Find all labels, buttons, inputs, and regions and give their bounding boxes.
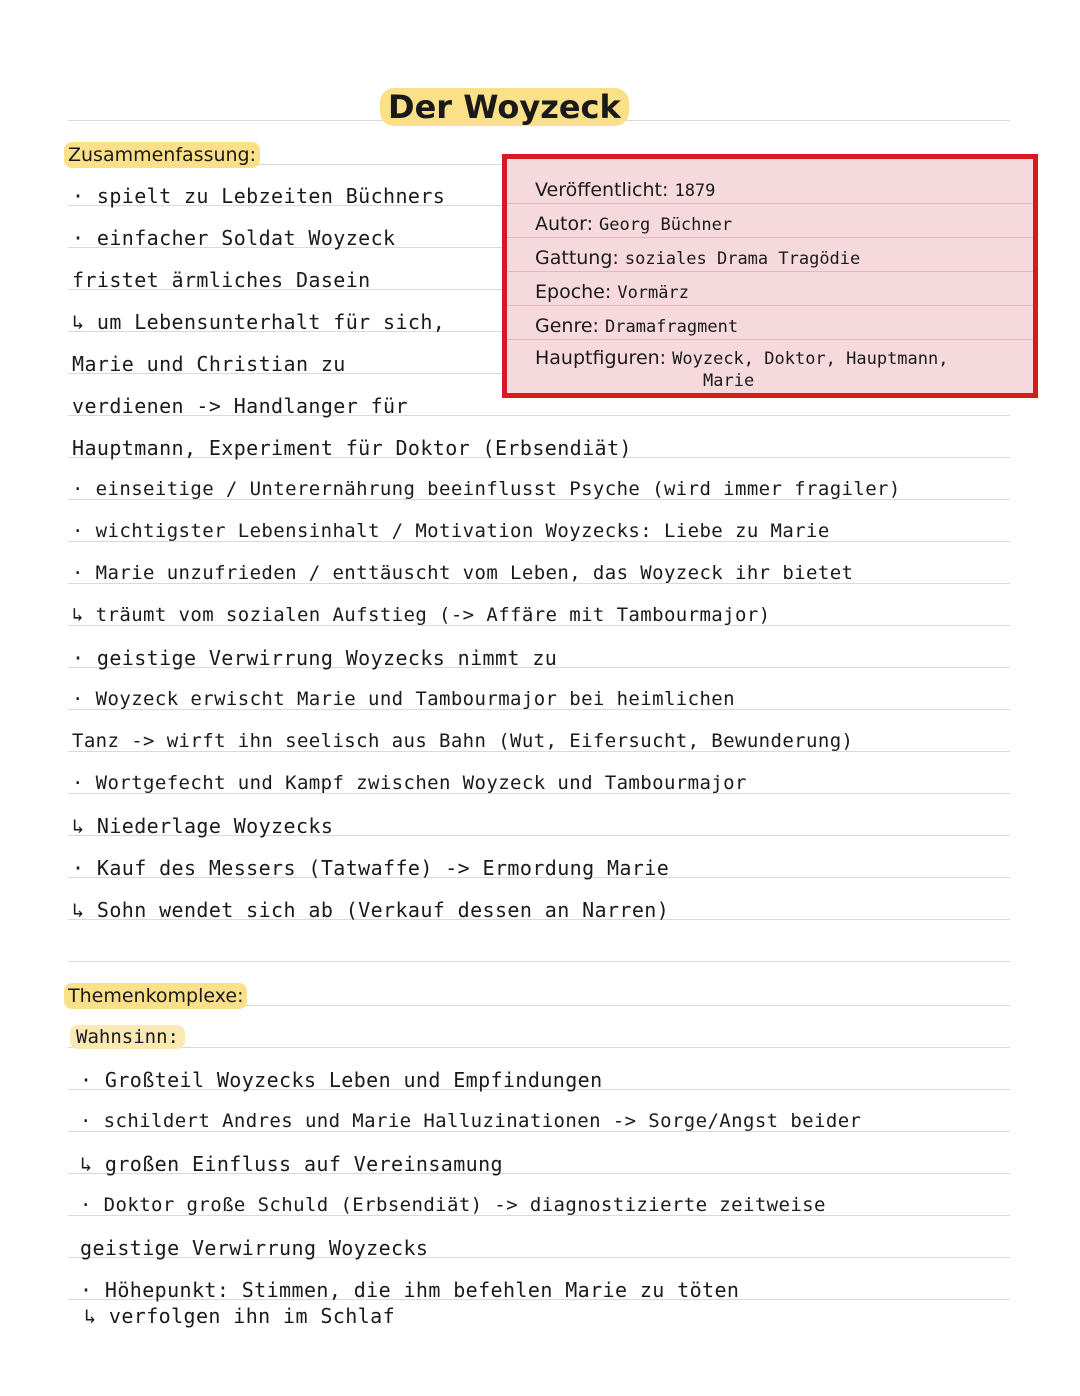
summary-line: ↳ um Lebensunterhalt für sich, [72,310,446,334]
summary-line: · Wortgefecht und Kampf zwischen Woyzeck und Tambourmajor [72,772,747,794]
summary-line: ↳ Niederlage Woyzecks [72,814,334,838]
madness-line: ↳ verfolgen ihn im Schlaf [84,1304,396,1328]
summary-line: fristet ärmliches Dasein [72,268,371,292]
info-main-characters [535,347,948,369]
info-genre-label: Genre: [535,315,599,337]
madness-line: ↳ großen Einfluss auf Vereinsamung [80,1152,503,1176]
summary-line: Marie und Christian zu [72,352,346,376]
summary-line: · Kauf des Messers (Tatwaffe) -> Ermordung Marie [72,856,670,880]
ruled-line [68,1047,1010,1048]
info-rule [507,237,1033,238]
summary-line: · Woyzeck erwischt Marie und Tambourmajor bei heimlichen [72,688,735,710]
ruled-line [68,961,1010,962]
info-published-value: 1879 [674,181,716,201]
summary-line: · einfacher Soldat Woyzeck [72,226,396,250]
info-epoch-label: Epoche: [535,281,612,303]
info-epoch [535,281,689,303]
madness-line: geistige Verwirrung Woyzecks [80,1236,429,1260]
info-published [535,179,715,201]
info-author-value: Georg Büchner [599,215,733,235]
info-rule [507,339,1033,340]
info-published-label: Veröffentlicht: [535,179,669,201]
summary-line: · spielt zu Lebzeiten Büchners [72,184,446,208]
info-genre [535,315,738,337]
summary-line: verdienen -> Handlanger für [72,394,408,418]
info-main-characters-label: Hauptfiguren: [535,347,667,369]
info-author [535,213,732,235]
info-epoch-value: Vormärz [617,283,689,303]
info-genre-value: Dramafragment [605,317,739,337]
summary-line: ↳ Sohn wendet sich ab (Verkauf dessen an Narren) [72,898,670,922]
info-genre-type-value: soziales Drama Tragödie [624,249,861,269]
themes-heading: Themenkomplexe: [64,983,247,1009]
summary-line: Tanz -> wirft ihn seelisch aus Bahn (Wut, Eifersucht, Bewunderung) [72,730,854,752]
info-main-characters-value: Woyzeck, Doktor, Hauptmann, [672,349,949,369]
summary-heading: Zusammenfassung: [64,142,260,168]
madness-line: · Großteil Woyzecks Leben und Empfindungen [80,1068,603,1092]
info-genre-type-label: Gattung: [535,247,619,269]
info-rule [507,271,1033,272]
page-title: Der Woyzeck [380,88,629,126]
info-genre-type [535,247,860,269]
madness-line: · schildert Andres und Marie Halluzinationen -> Sorge/Angst beider [80,1110,862,1132]
info-author-label: Autor: [535,213,593,235]
summary-line: · wichtigster Lebensinhalt / Motivation Woyzecks: Liebe zu Marie [72,520,830,542]
summary-line: ↳ träumt vom sozialen Aufstieg (-> Affäre mit Tambourmajor) [72,604,771,626]
summary-line: · geistige Verwirrung Woyzecks nimmt zu [72,646,558,670]
summary-line: Hauptmann, Experiment für Doktor (Erbsendiät) [72,436,632,460]
madness-line: · Höhepunkt: Stimmen, die ihm befehlen Marie zu töten [80,1278,740,1302]
madness-heading: Wahnsinn: [70,1025,185,1049]
summary-line: · Marie unzufrieden / enttäuscht vom Leben, das Woyzeck ihr bietet [72,562,854,584]
summary-line: · einseitige / Unterernährung beeinflusst Psyche (wird immer fragiler) [72,478,901,500]
info-rule [507,305,1033,306]
info-main-characters-value2: Marie [703,371,755,391]
info-rule [507,203,1033,204]
madness-line: · Doktor große Schuld (Erbsendiät) -> diagnostizierte zeitweise [80,1194,826,1216]
info-box [502,154,1038,398]
